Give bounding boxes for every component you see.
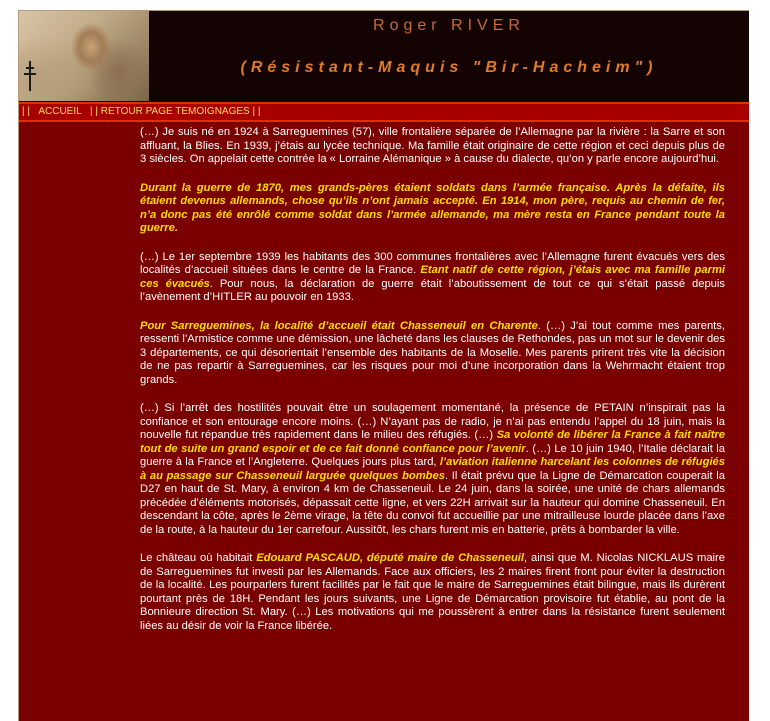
paragraph-text: . (…) J’ai tout comme mes parents, ressenti l’Armistice comme une démission, une lâcheté dans les clauses de Rethondes, pas un mot sur le devenir des 3 départements, ce qui désorientait l’ensemble des habitants de la Moselle. Mes parents prirent très vite la décision de ne pas repartir à Sarreguemines, car les risques pour moi d’une incorporation dans la Wehrmacht étaient trop grands. (140, 319, 725, 386)
nav-bar (19, 102, 749, 122)
nav-link-accueil[interactable]: ACCUEIL (38, 106, 82, 117)
header-photo (19, 11, 149, 101)
testimony-paragraph (140, 182, 725, 236)
nav-link-retour-temoignages[interactable]: RETOUR PAGE TEMOIGNAGES (100, 106, 250, 117)
emphasized-text: Etant natif de cette région, j’étais avec ma famille parmi ces évacués (140, 264, 725, 290)
nav-separator: | | (90, 106, 99, 117)
paragraph-text: (…) Le 1er septembre 1939 les habitants des 300 communes frontalières avec l’Allemagne furent évacués vers des localités d’accueil situées dans le centre de la France. (140, 250, 725, 276)
paragraph-text: . Il était prévu que la Ligne de Démarcation couperait la D27 en haut de St. Mary, à environ 4 km de Chasseneuil. Le 24 juin, dans la soirée, une unité de chars allemands précédée d’éléments motorisés, dépassait cette ligne, et vers 22H arrivait sur la hauteur qui domine Chasseneuil. En descendant la côte, après le 2ème virage, la tête du convoi fut accueillie par une mitrailleuse lourde placée dans l’axe de la route, à la hauteur du 1er carrefour. Aussitôt, les chars furent mis en batterie, prêts à bombarder la ville. (140, 469, 725, 536)
emphasized-text: Durant la guerre de 1870, mes grands-pères étaient soldats dans l’armée française. Après la défaite, ils étaient devenus allemands, chose qu’ils n’ont jamais accepté. En 1914, mon père, requis au chemin de fer, n’a donc pas été enrôlé comme soldat dans l’armée allemande, ma mère resta en France pendant toute la guerre. (140, 181, 725, 234)
testimony-paragraph (140, 251, 725, 305)
page-subtitle: (Résistant-Maquis "Bir-Hacheim") (240, 59, 658, 76)
testimony-text (140, 126, 725, 648)
page-header (19, 11, 749, 101)
testimony-paragraph (140, 402, 725, 537)
paragraph-text: , ainsi que M. Nicolas NICKLAUS maire de Sarreguemines fut investi par les Allemands. Face aux officiers, les 2 maires firent front pour éviter la destruction de la localité. Les pourparlers furent facilités par le fait que le maire de Sarreguemines était bilingue, mais ils durèrent pourtant près de 18H. Pendant les jours suivants, une Ligne de Démarcation provisoire fut établie, au pont de la Bonnieure direction St. Mary. (…) Les motivations qui me poussèrent à entrer dans la résistance furent seulement liées au désir de voir la France libérée. (140, 552, 725, 632)
croix-de-lorraine-icon (23, 61, 37, 91)
emphasized-text: l’aviation italienne harcelant les colonnes de réfugiés à au passage sur Chasseneuil larguée quelques bombes (140, 456, 726, 482)
testimony-paragraph (140, 126, 725, 167)
emphasized-text: Edouard PASCAUD, député maire de Chasseneuil (256, 552, 524, 564)
paragraph-text: Le château où habitait (140, 552, 257, 564)
paragraph-text: . Pour nous, la déclaration de guerre était l’aboutissement de tout ce qui s’était passé depuis l’avènement d’HITLER au pouvoir en 1933. (140, 277, 725, 303)
paragraph-text: . (…) Le 10 juin 1940, l’Italie déclarait la guerre à la France et l’Angleterre. Quelques jours plus tard, (140, 442, 725, 468)
emphasized-text: Sa volonté de libérer la France à fait naître tout de suite un grand espoir et de ce fait donné confiance pour l’avenir (140, 429, 725, 455)
emphasized-text: Pour Sarreguemines, la localité d’accueil était Chasseneuil en Charente (140, 319, 538, 332)
paragraph-text: (…) Si l’arrêt des hostilités pouvait être un soulagement momentané, la présence de PETAIN n’inspirait pas la confiance et son entourage encore moins. (…) N’ayant pas de radio, je n’ai pas entendu l’appel du 18 juin, mais la nouvelle fut répandue très rapidement dans le milieu des réfugiés. (…) (140, 402, 725, 441)
testimony-paragraph (140, 320, 725, 388)
page-title: Roger RIVER (373, 17, 525, 34)
testimony-paragraph (140, 552, 725, 633)
paragraph-text: (…) Je suis né en 1924 à Sarreguemines (57), ville frontalière séparée de l’Allemagne par la rivière : la Sarre et son affluant, la Blies. En 1939, j’étais au lycée technique. Ma famille était originaire de cette région et ceci depuis plus de 3 siècles. On appelait cette contrée la « Lorraine Alémanique » à cause du dialecte, qu’on y parle encore aujourd’hui. (140, 126, 725, 165)
nav-separator: | | (22, 106, 30, 117)
nav-separator: | | (252, 106, 261, 117)
